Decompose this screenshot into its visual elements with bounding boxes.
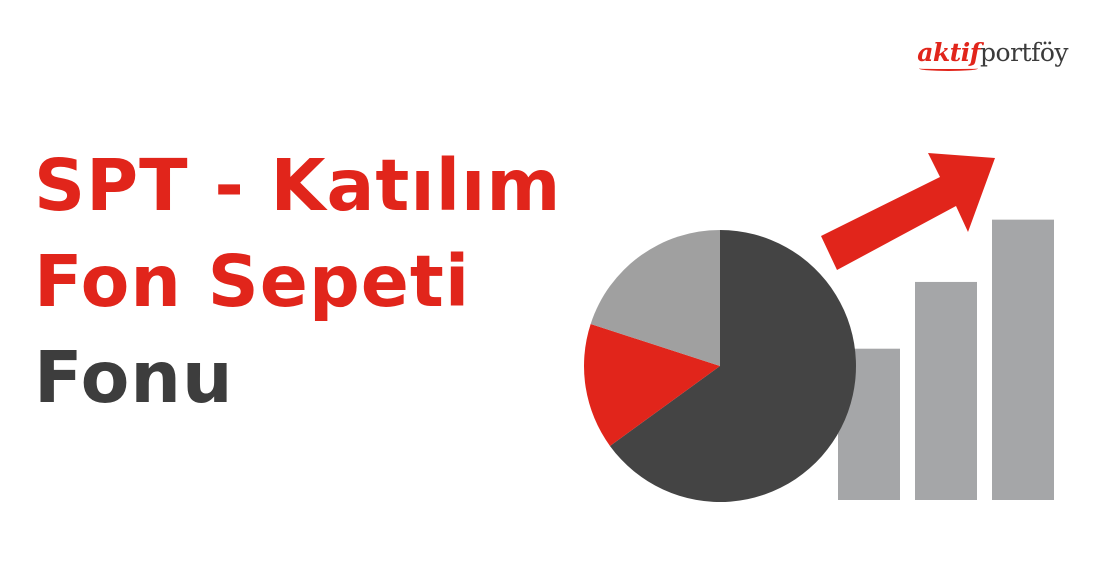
- bar-chart: [838, 220, 1054, 500]
- title-line-1: SPT - Katılım: [34, 144, 562, 227]
- title-line-3: Fonu: [34, 336, 234, 419]
- bar-2: [915, 282, 977, 500]
- logo-brand-portfoy: portföy: [980, 38, 1068, 67]
- pie-chart: [584, 230, 856, 502]
- bar-3: [992, 220, 1054, 500]
- trend-arrow-icon: [821, 153, 995, 270]
- logo-brand-aktif: aktif: [917, 38, 981, 67]
- title-line-2: Fon Sepeti: [34, 240, 471, 323]
